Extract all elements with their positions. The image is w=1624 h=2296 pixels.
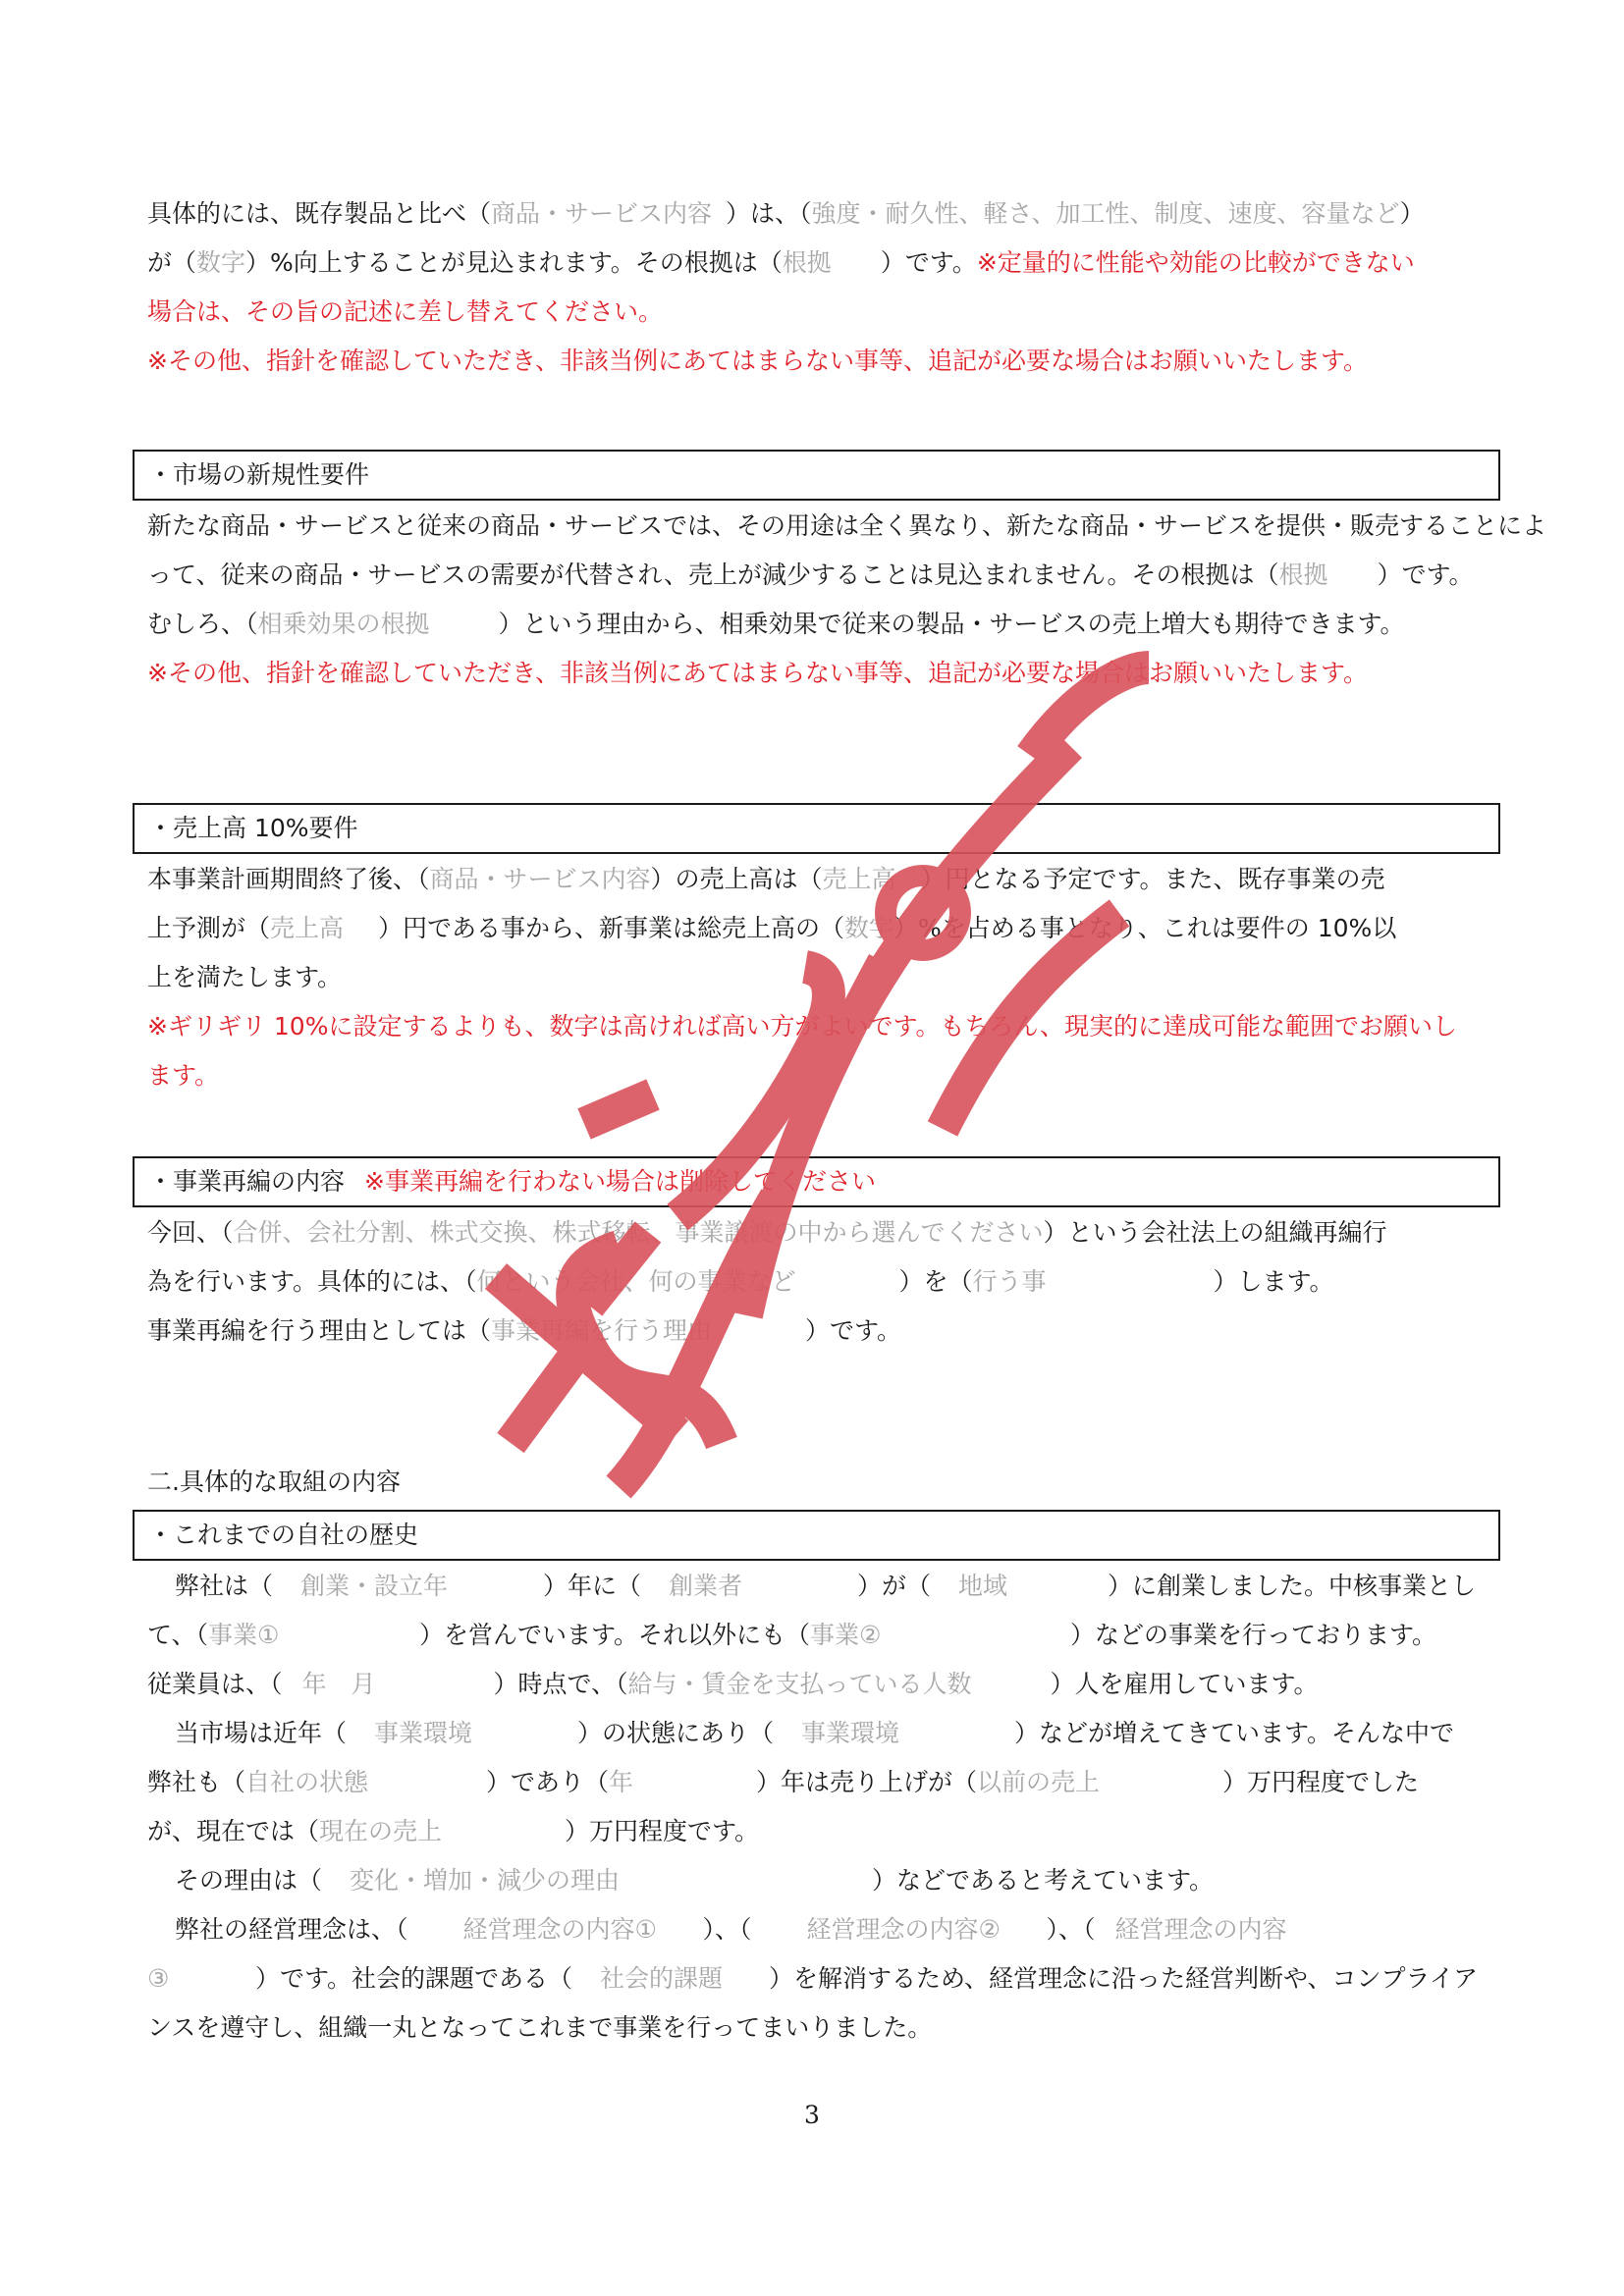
text-line: 本事業計画期間終了後、（商品・サービス内容）の売上高は（売上高 ）円となる予定です。また、既存事業の売: [147, 862, 1502, 897]
placeholder-text: 売上高: [270, 914, 345, 942]
placeholder-text: 売上高: [822, 865, 896, 893]
text-line: 弊社も（自社の状態 ）であり（年 ）年は売り上げが（以前の売上 ）万円程度でした: [147, 1765, 1502, 1800]
placeholder-text: 合併、会社分割、株式交換、株式移転、事業譲渡の中から選んでください: [233, 1218, 1044, 1247]
placeholder-text: 事業環境: [374, 1719, 473, 1747]
section-heading-market: ・市場の新規性要件: [133, 450, 1500, 501]
placeholder-text: 地域: [958, 1572, 1008, 1600]
text-line: ンスを遵守し、組織一丸となってこれまで事業を行ってまいりました。: [147, 2013, 933, 2042]
text-line: が、現在では（現在の売上 ）万円程度です。: [147, 1814, 1502, 1849]
text-line: 弊社は（ 創業・設立年 ）年に（ 創業者 ）が（ 地域 ）に創業しました。中核事業とし: [147, 1569, 1502, 1604]
placeholder-text: 数字: [196, 248, 246, 277]
note-text: ※事業再編を行わない場合は削除してください: [364, 1167, 876, 1196]
section-heading-sales: ・売上高 10%要件: [133, 803, 1500, 854]
text-line: 為を行います。具体的には、（何という会社、何の事業など ）を（行う事 ）します。: [147, 1264, 1502, 1300]
text-line: 従業員は、（ 年 月 ）時点で、（給与・賃金を支払っている人数 ）人を雇用しています。: [147, 1667, 1502, 1702]
placeholder-text: 事業①: [208, 1621, 280, 1649]
text-line: って、従来の商品・サービスの需要が代替され、売上が減少することは見込まれません。その根拠は（根拠 ）です。: [147, 558, 1502, 593]
placeholder-text: 社会的課題: [600, 1964, 724, 1993]
note-text: ます。: [147, 1061, 220, 1090]
text-line: て、（事業① ）を営んでいます。それ以外にも（事業② ）などの事業を行っております。: [147, 1618, 1502, 1653]
page-number: 3: [804, 2101, 820, 2129]
placeholder-text: 商品・サービス内容: [429, 865, 651, 893]
text-line: その理由は（ 変化・増加・減少の理由 ）などであると考えています。: [147, 1863, 1502, 1898]
placeholder-text: 創業・設立年: [300, 1572, 449, 1600]
section-heading-history: ・これまでの自社の歴史: [133, 1510, 1500, 1561]
text-line: が（数字）%向上することが見込まれます。その根拠は（根拠 ）です。※定量的に性能や効能の比較ができない: [147, 245, 1502, 281]
placeholder-text: 強度・耐久性、軽さ、加工性、制度、速度、容量など: [811, 199, 1400, 228]
text-line: 新たな商品・サービスと従来の商品・サービスでは、その用途は全く異なり、新たな商品・サービスを提供・販売することによ: [147, 511, 1547, 540]
note-text: ※その他、指針を確認していただき、非該当例にあてはまらない事等、追記が必要な場合はお願いいたします。: [147, 347, 1368, 375]
text-line: ③ ）です。社会的課題である（ 社会的課題 ）を解消するため、経営理念に沿った経営判断や、コンプライア: [147, 1961, 1502, 1997]
text-line: むしろ、（相乗効果の根拠 ）という理由から、相乗効果で従来の製品・サービスの売上増大も期待できます。: [147, 607, 1502, 642]
text-line: 上予測が（売上高 ）円である事から、新事業は総売上高の（数字）%を占める事となり、これは要件の 10%以: [147, 911, 1502, 946]
placeholder-text: 商品・サービス内容: [491, 199, 713, 228]
placeholder-text: 数字: [844, 914, 894, 942]
placeholder-text: 創業者: [669, 1572, 743, 1600]
placeholder-text: 年: [609, 1768, 634, 1796]
placeholder-text: 年 月: [301, 1670, 376, 1698]
placeholder-text: 相乗効果の根拠: [257, 610, 430, 638]
text-line: 弊社の経営理念は、（ 経営理念の内容① ）、（ 経営理念の内容② ）、（ 経営理念の内容: [147, 1912, 1502, 1948]
text-line: 具体的には、既存製品と比べ（商品・サービス内容 ）は、（強度・耐久性、軽さ、加工性、制度、速度、容量など）: [147, 199, 1425, 228]
note-text: ※定量的に性能や効能の比較ができない: [976, 248, 1415, 277]
section-heading-reorg: ・事業再編の内容 ※事業再編を行わない場合は削除してください: [133, 1156, 1500, 1207]
text-line: 今回、（合併、会社分割、株式交換、株式移転、事業譲渡の中から選んでください）という会社法上の組織再編行: [147, 1218, 1387, 1247]
placeholder-text: 事業②: [810, 1621, 882, 1649]
placeholder-text: 行う事: [972, 1267, 1047, 1296]
placeholder-text: 事業環境: [801, 1719, 900, 1747]
placeholder-text: ③: [147, 1964, 170, 1993]
placeholder-text: 根拠: [1278, 561, 1328, 589]
placeholder-text: 事業再編を行う理由: [491, 1316, 713, 1345]
section-title: 二.具体的な取組の内容: [147, 1468, 401, 1496]
text-line: 当市場は近年（ 事業環境 ）の状態にあり（ 事業環境 ）などが増えてきています。そんな中で: [147, 1716, 1502, 1751]
text-line: 事業再編を行う理由としては（事業再編を行う理由 ）です。: [147, 1313, 1502, 1349]
placeholder-text: 経営理念の内容: [1114, 1915, 1287, 1944]
placeholder-text: 経営理念の内容①: [462, 1915, 657, 1944]
placeholder-text: 現在の売上: [319, 1817, 443, 1845]
watermark-strokes: [496, 667, 1149, 1487]
note-text: 場合は、その旨の記述に差し替えてください。: [147, 297, 664, 326]
text-line: 上を満たします。: [147, 963, 343, 991]
note-text: ※ギリギリ 10%に設定するよりも、数字は高ければ高い方がよいです。もちろん、現実的に達成可能な範囲でお願いし: [147, 1012, 1457, 1041]
placeholder-text: 以前の売上: [977, 1768, 1101, 1796]
placeholder-text: 何という会社、何の事業など: [476, 1267, 796, 1296]
placeholder-text: 自社の状態: [245, 1768, 369, 1796]
placeholder-text: 経営理念の内容②: [806, 1915, 1001, 1944]
placeholder-text: 根拠: [782, 248, 832, 277]
placeholder-text: 給与・賃金を支払っている人数: [627, 1670, 972, 1698]
note-text: ※その他、指針を確認していただき、非該当例にあてはまらない事等、追記が必要な場合はお願いいたします。: [147, 659, 1368, 687]
placeholder-text: 変化・増加・減少の理由: [350, 1866, 621, 1895]
